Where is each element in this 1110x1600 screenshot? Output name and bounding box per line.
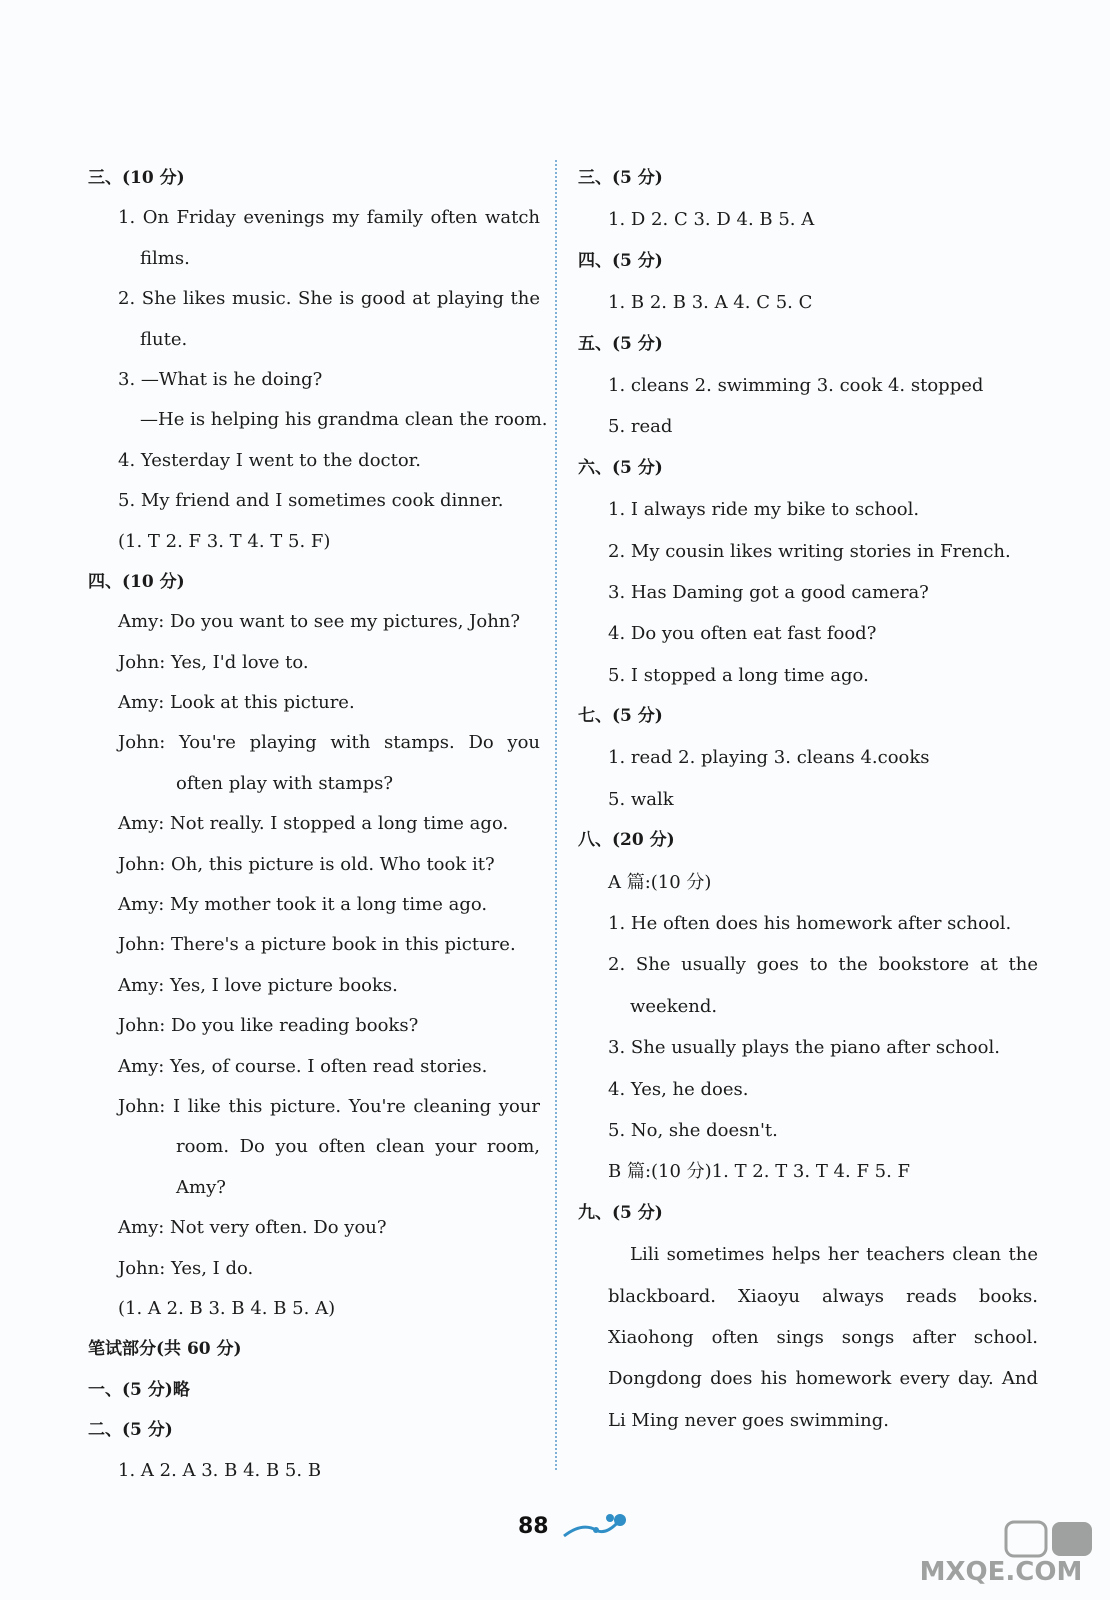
answer-line: 3. Has Daming got a good camera? (608, 581, 929, 603)
section-heading: 六、(5 分) (578, 457, 663, 478)
answer-line: 2. She usually goes to the bookstore at the (608, 954, 1038, 976)
section-heading: 九、(5 分) (578, 1202, 663, 1223)
answer-line: B 篇:(10 分)1. T 2. T 3. T 4. F 5. F (608, 1161, 911, 1183)
answer-line: A 篇:(10 分) (608, 871, 712, 893)
flower-decoration-icon (562, 1512, 632, 1546)
svg-text:MXQE.COM: MXQE.COM (919, 1557, 1083, 1587)
answer-line: 1. B 2. B 3. A 4. C 5. C (608, 292, 813, 314)
section-heading: 二、(5 分) (88, 1420, 173, 1441)
answer-line: 4. Do you often eat fast food? (608, 623, 877, 645)
answer-line: Amy: Do you want to see my pictures, John? (118, 611, 521, 633)
answer-line: 5. read (608, 416, 673, 438)
answer-line: films. (140, 247, 190, 269)
left-column (88, 158, 548, 1491)
section-heading: 三、(10 分) (88, 168, 185, 188)
answer-line: 5. I stopped a long time ago. (608, 664, 869, 686)
answer-line: 5. No, she doesn't. (608, 1119, 778, 1141)
answer-line: flute. (140, 328, 188, 350)
answer-line: Amy: Not really. I stopped a long time ago. (118, 813, 509, 835)
answer-line: Li Ming never goes swimming. (608, 1409, 889, 1431)
answer-line: Amy: Yes, of course. I often read stories. (118, 1055, 488, 1077)
answer-line: 2. She likes music. She is good at playing the (118, 288, 540, 310)
right-column (578, 158, 1038, 1441)
answer-line: 3. —What is he doing? (118, 368, 323, 390)
section-heading: 八、(20 分) (578, 830, 675, 851)
answer-line: blackboard. Xiaoyu always reads books. (608, 1285, 1038, 1307)
answer-line: 5. walk (608, 788, 674, 810)
answer-line: John: Do you like reading books? (118, 1015, 419, 1037)
answer-line: 5. My friend and I sometimes cook dinner. (118, 490, 504, 512)
column-divider (555, 160, 557, 1470)
answer-line: Xiaohong often sings songs after school. (608, 1326, 1038, 1348)
answer-line: 2. My cousin likes writing stories in French. (608, 540, 1011, 562)
answer-line: Amy: My mother took it a long time ago. (118, 894, 488, 916)
answer-line: John: Oh, this picture is old. Who took it? (118, 853, 495, 875)
section-heading: 一、(5 分)略 (88, 1379, 190, 1400)
answer-line: John: There's a picture book in this picture. (118, 934, 516, 956)
section-heading: 笔试部分(共 60 分) (88, 1339, 242, 1360)
answer-line: 3. She usually plays the piano after school. (608, 1037, 1000, 1059)
answer-line: 4. Yesterday I went to the doctor. (118, 449, 422, 471)
answer-line: room. Do you often clean your room, (176, 1136, 540, 1158)
answer-line: Lili sometimes helps her teachers clean the (630, 1244, 1038, 1266)
section-heading: 三、(5 分) (578, 168, 663, 188)
answer-line: 1. I always ride my bike to school. (608, 499, 920, 521)
answer-line: 1. A 2. A 3. B 4. B 5. B (118, 1459, 322, 1481)
answer-line: 1. cleans 2. swimming 3. cook 4. stopped (608, 374, 984, 396)
answer-line: John: Yes, I'd love to. (118, 651, 309, 673)
answer-line: 1. On Friday evenings my family often watch (118, 207, 540, 229)
section-heading: 四、(10 分) (88, 571, 185, 592)
answer-line: John: You're playing with stamps. Do you (118, 732, 540, 754)
answer-line: Dongdong does his homework every day. And (608, 1368, 1038, 1390)
answer-line: Amy: Not very often. Do you? (118, 1217, 387, 1239)
section-heading: 七、(5 分) (578, 706, 663, 727)
section-heading: 四、(5 分) (578, 250, 663, 271)
answer-line: John: I like this picture. You're cleaning your (118, 1095, 540, 1117)
answer-line: often play with stamps? (176, 772, 393, 794)
page-number: 88 (518, 1514, 549, 1539)
answer-line: 1. D 2. C 3. D 4. B 5. A (608, 209, 815, 231)
answer-line: Amy: Look at this picture. (118, 692, 355, 714)
answer-line: Amy? (176, 1176, 226, 1198)
answer-line: Amy: Yes, I love picture books. (118, 974, 398, 996)
answer-line: (1. A 2. B 3. B 4. B 5. A) (118, 1297, 336, 1319)
section-heading: 五、(5 分) (578, 333, 663, 354)
answer-line: 1. read 2. playing 3. cleans 4.cooks (608, 747, 930, 769)
answer-line: John: Yes, I do. (118, 1257, 254, 1279)
answer-line: 1. He often does his homework after school. (608, 913, 1012, 935)
answer-line: —He is helping his grandma clean the room. (140, 409, 548, 431)
answer-line: 4. Yes, he does. (608, 1078, 749, 1100)
answer-line: weekend. (630, 995, 718, 1017)
answer-line: (1. T 2. F 3. T 4. T 5. F) (118, 530, 331, 552)
watermark-logo (906, 1518, 1096, 1592)
